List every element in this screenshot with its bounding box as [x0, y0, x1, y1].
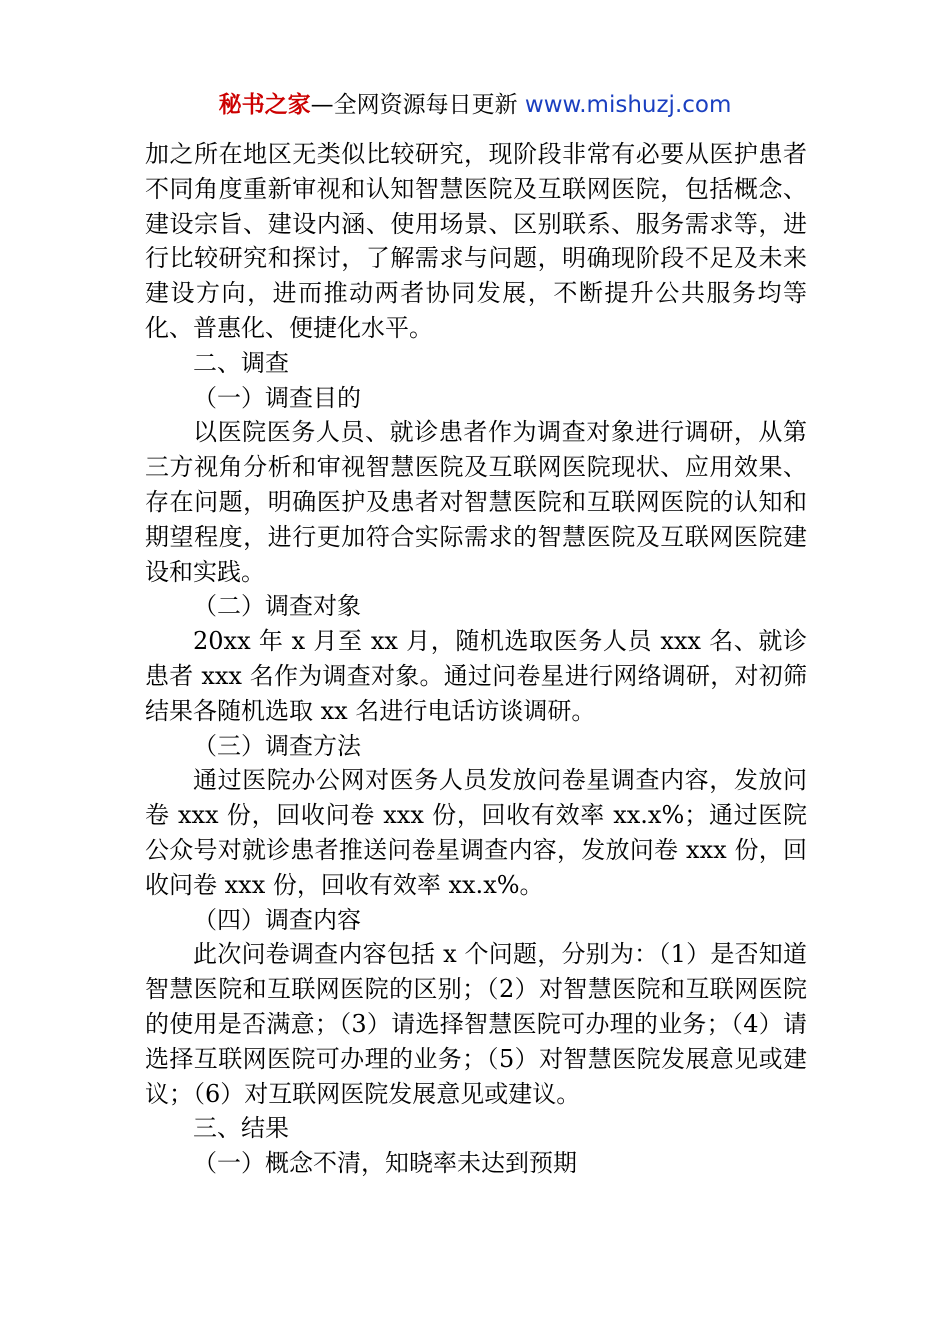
paragraph-survey-content: 此次问卷调查内容包括 x 个问题，分别为：（1）是否知道智慧医院和互联网医院的区别；（2）对智慧医院和互联网医院的使用是否满意；（3）请选择智慧医院可办理的业务；（4）请选择互联网医院可办理的业务；（5）对智慧医院发展意见或建议；（6）对互联网医院发展意见或建议。 [145, 940, 807, 1108]
paragraph-survey-purpose: 以医院医务人员、就诊患者作为调查对象进行调研，从第三方视角分析和审视智慧医院及互联网医院现状、应用效果、存在问题，明确医护及患者对智慧医院和互联网医院的认知和期望程度，进行更加符合实际需求的智慧医院及互联网医院建设和实践。 [145, 418, 807, 586]
site-header [0, 88, 950, 122]
header-slogan: —全网资源每日更新 [310, 92, 518, 118]
subheading-survey-method: （三）调查方法 [193, 731, 361, 760]
paragraph-intro-continued: 加之所在地区无类似比较研究，现阶段非常有必要从医护患者不同角度重新审视和认知智慧医院及互联网医院，包括概念、建设宗旨、建设内涵、使用场景、区别联系、服务需求等，进行比较研究和探讨，了解需求与问题，明确现阶段不足及未来建设方向，进而推动两者协同发展，不断提升公共服务均等化、普惠化、便捷化水平。 [145, 140, 807, 342]
subheading-results-concept: （一）概念不清，知晓率未达到预期 [193, 1149, 577, 1178]
paragraph-survey-method: 通过医院办公网对医务人员发放问卷星调查内容，发放问卷 xxx 份，回收问卷 xxx 份，回收有效率 xx.x%；通过医院公众号对就诊患者推送问卷星调查内容，发放问卷 xxx 份，回收问卷 xxx 份，回收有效率 xx.x%。 [145, 766, 807, 899]
site-url-link[interactable]: www.mishuzj.com [524, 92, 732, 118]
section-heading-survey: 二、调查 [193, 348, 289, 377]
document-body [145, 137, 807, 1181]
subheading-survey-purpose: （一）调查目的 [193, 383, 361, 412]
brand-name: 秘书之家 [218, 92, 311, 118]
section-heading-results: 三、结果 [193, 1114, 289, 1143]
paragraph-survey-subjects: 20xx 年 x 月至 xx 月，随机选取医务人员 xxx 名、就诊患者 xxx 名作为调查对象。通过问卷星进行网络调研，对初筛结果各随机选取 xx 名进行电话访谈调研。 [145, 627, 807, 725]
subheading-survey-subjects: （二）调查对象 [193, 592, 361, 621]
subheading-survey-content: （四）调查内容 [193, 905, 361, 934]
